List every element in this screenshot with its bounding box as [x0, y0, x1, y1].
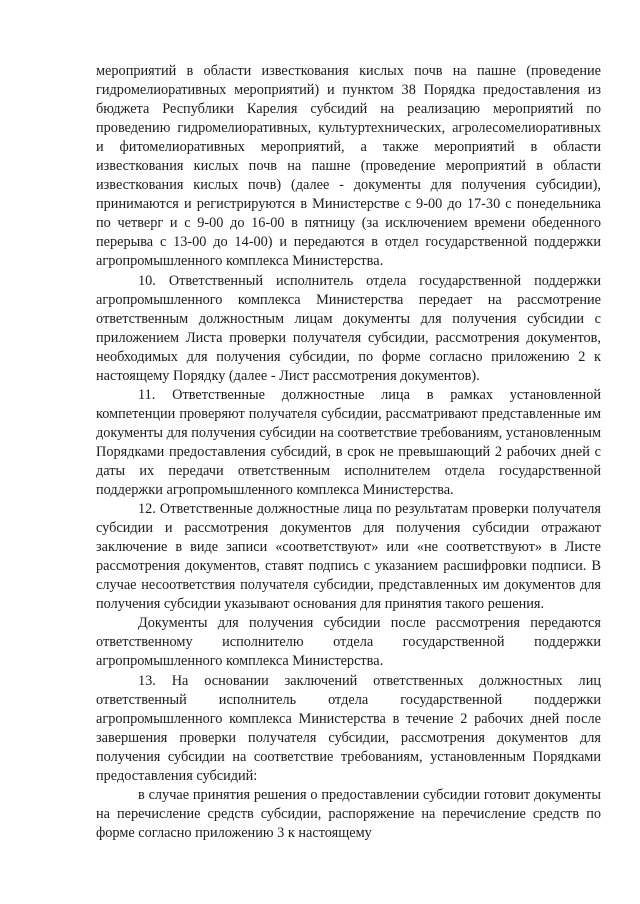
paragraph-13-subsidy-decision: в случае принятия решения о предоставлении субсидии готовит документы на перечисление средств субсидии, распоряжение на перечисление средств по форме согласно приложению 3 к настоящему — [96, 786, 601, 841]
paragraph-10: 10. Ответственный исполнитель отдела государственной поддержки агропромышленного комплекса Министерства передает на рассмотрение ответственным должностным лицам документы для получения субсидии с приложением Листа проверки получателя субсидии, рассмотрения документов, необходимых для получения субсидии, по форме согласно приложению 2 к настоящему Порядку (далее - Лист рассмотрения документов). — [96, 272, 601, 384]
paragraph-12: 12. Ответственные должностные лица по результатам проверки получателя субсидии и рассмотрения документов для получения субсидии отражают заключение в виде записи «соответствуют» или «не соответствуют» в Листе рассмотрения документов, ставят подпись с указанием расшифровки подписи. В случае несоответствия получателя субсидии, представленных им документов для получения субсидии указывают основания для принятия такого решения. — [96, 501, 601, 613]
paragraph-continuation: мероприятий в области известкования кислых почв на пашне (проведение гидромелиоративных мероприятий) и пунктом 38 Порядка предоставления из бюджета Республики Карелия субсидий на реализацию мероприятий по проведению гидромелиоративных, культуртехнических, агролесомелиоративных и фитомелиоративных мероприятий, а также мероприятий в области известкования кислых почв на пашне (проведение мероприятий в области известкования кислых почв) (далее - документы для получения субсидии), принимаются и регистрируются в Министерстве с 9-00 до 17-30 с понедельника по четверг и с 9-00 до 16-00 в пятницу (за исключением времени обеденного перерыва с 13-00 до 14-00) и передаются в отдел государственной поддержки агропромышленного комплекса Министерства. — [96, 63, 601, 270]
document-page — [96, 62, 601, 843]
paragraph-12-documents-transfer: Документы для получения субсидии после рассмотрения передаются ответственному исполнителю отдела государственной поддержки агропромышленного комплекса Министерства. — [96, 615, 601, 670]
paragraph-11: 11. Ответственные должностные лица в рамках установленной компетенции проверяют получателя субсидии, рассматривают представленные им документы для получения субсидии на соответствие требованиям, установленным Порядками предоставления субсидий, в срок не превышающий 2 рабочих дней с даты их передачи ответственным исполнителем отдела государственной поддержки агропромышленного комплекса Министерства. — [96, 386, 601, 499]
paragraph-13: 13. На основании заключений ответственных должностных лиц ответственный исполнитель отдела государственной поддержки агропромышленного комплекса Министерства в течение 2 рабочих дней после завершения проверки получателя субсидии, рассмотрения документов для получения субсидии на соответствие требованиям, установленным Порядками предоставления субсидий: — [96, 672, 601, 784]
